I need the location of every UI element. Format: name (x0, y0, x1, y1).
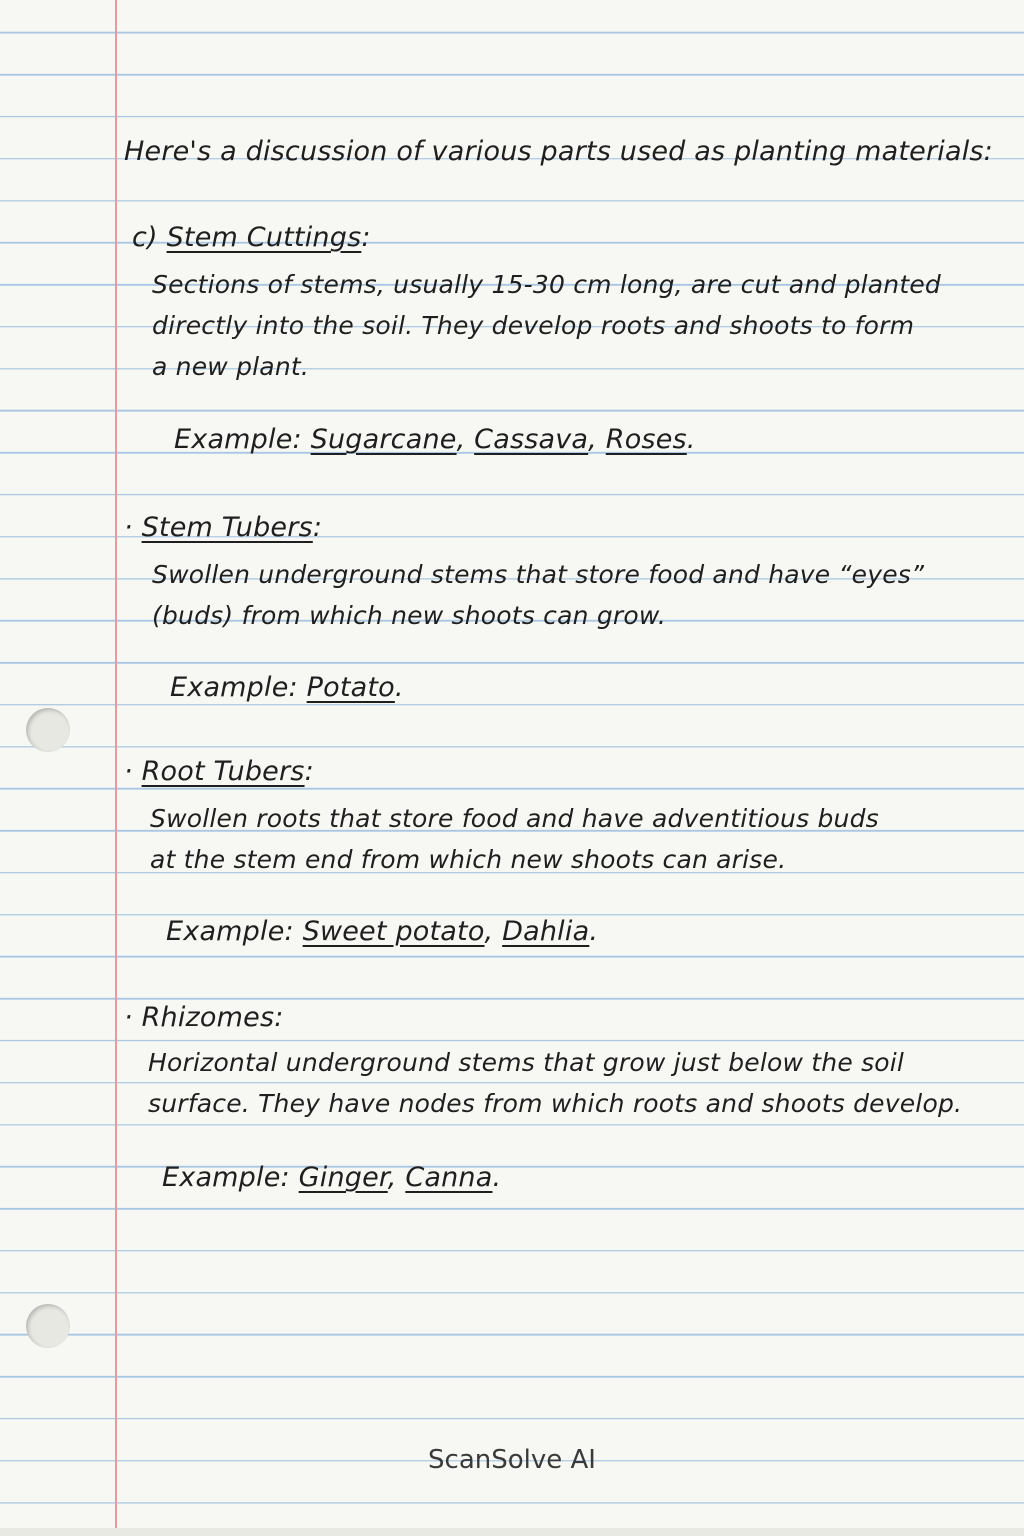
body-line: surface. They have nodes from which roots and shoots develop. (148, 1089, 963, 1118)
heading-colon: : (274, 1002, 284, 1033)
heading-colon: : (304, 756, 314, 787)
section-prefix: · (124, 756, 142, 787)
body-line: Swollen underground stems that store food and have “eyes” (152, 560, 925, 589)
section-body (152, 264, 941, 387)
example-item: Ginger (298, 1162, 388, 1193)
example-separator: , (588, 424, 606, 455)
body-line: Swollen roots that store food and have adventitious buds (150, 804, 879, 833)
example-item: Potato (306, 672, 395, 703)
section-title: Stem Cuttings (166, 222, 362, 253)
example-period: . (394, 672, 404, 703)
section-title: Stem Tubers (141, 512, 313, 543)
section-body (152, 554, 924, 636)
section-prefix: · (124, 512, 142, 543)
heading-colon: : (312, 512, 323, 543)
example-line (170, 672, 404, 703)
example-item: Cassava (474, 424, 589, 455)
body-line: (buds) from which new shoots can grow. (152, 601, 667, 630)
section-heading (124, 756, 314, 787)
example-label: Example: (162, 1162, 299, 1193)
example-period: . (492, 1162, 502, 1193)
example-separator: , (484, 916, 503, 947)
section-title: Root Tubers (141, 756, 305, 787)
example-item: Sugarcane (310, 424, 457, 455)
punch-hole (26, 1304, 70, 1348)
example-item: Roses (605, 424, 687, 455)
section-prefix: c) (132, 222, 167, 253)
example-label: Example: (174, 424, 311, 455)
example-line (174, 424, 696, 455)
section-body (150, 798, 879, 880)
section-prefix: · (124, 1002, 142, 1033)
body-line: directly into the soil. They develop roots and shoots to form (152, 311, 915, 340)
punch-hole (26, 708, 70, 752)
body-line: a new plant. (152, 352, 310, 381)
example-line (162, 1162, 501, 1193)
section-heading (124, 512, 322, 543)
intro-text: Here's a discussion of various parts used as planting materials: (124, 136, 993, 167)
example-line (166, 916, 598, 947)
example-separator: , (456, 424, 475, 455)
heading-colon: : (361, 222, 371, 253)
example-label: Example: (166, 916, 303, 947)
example-separator: , (387, 1162, 406, 1193)
section-heading (124, 1002, 284, 1033)
body-line: at the stem end from which new shoots can arise. (150, 845, 787, 874)
section-body (148, 1042, 962, 1124)
example-item: Sweet potato (302, 916, 485, 947)
example-label: Example: (170, 672, 307, 703)
section-title: Rhizomes (141, 1002, 275, 1033)
footer-brand: ScanSolve AI (428, 1445, 596, 1475)
example-period: . (686, 424, 696, 455)
example-period: . (589, 916, 599, 947)
body-line: Sections of stems, usually 15-30 cm long, are cut and planted (152, 270, 942, 299)
body-line: Horizontal underground stems that grow just below the soil (148, 1048, 905, 1077)
example-item: Dahlia (502, 916, 590, 947)
section-heading (132, 222, 371, 253)
example-item: Canna (405, 1162, 493, 1193)
